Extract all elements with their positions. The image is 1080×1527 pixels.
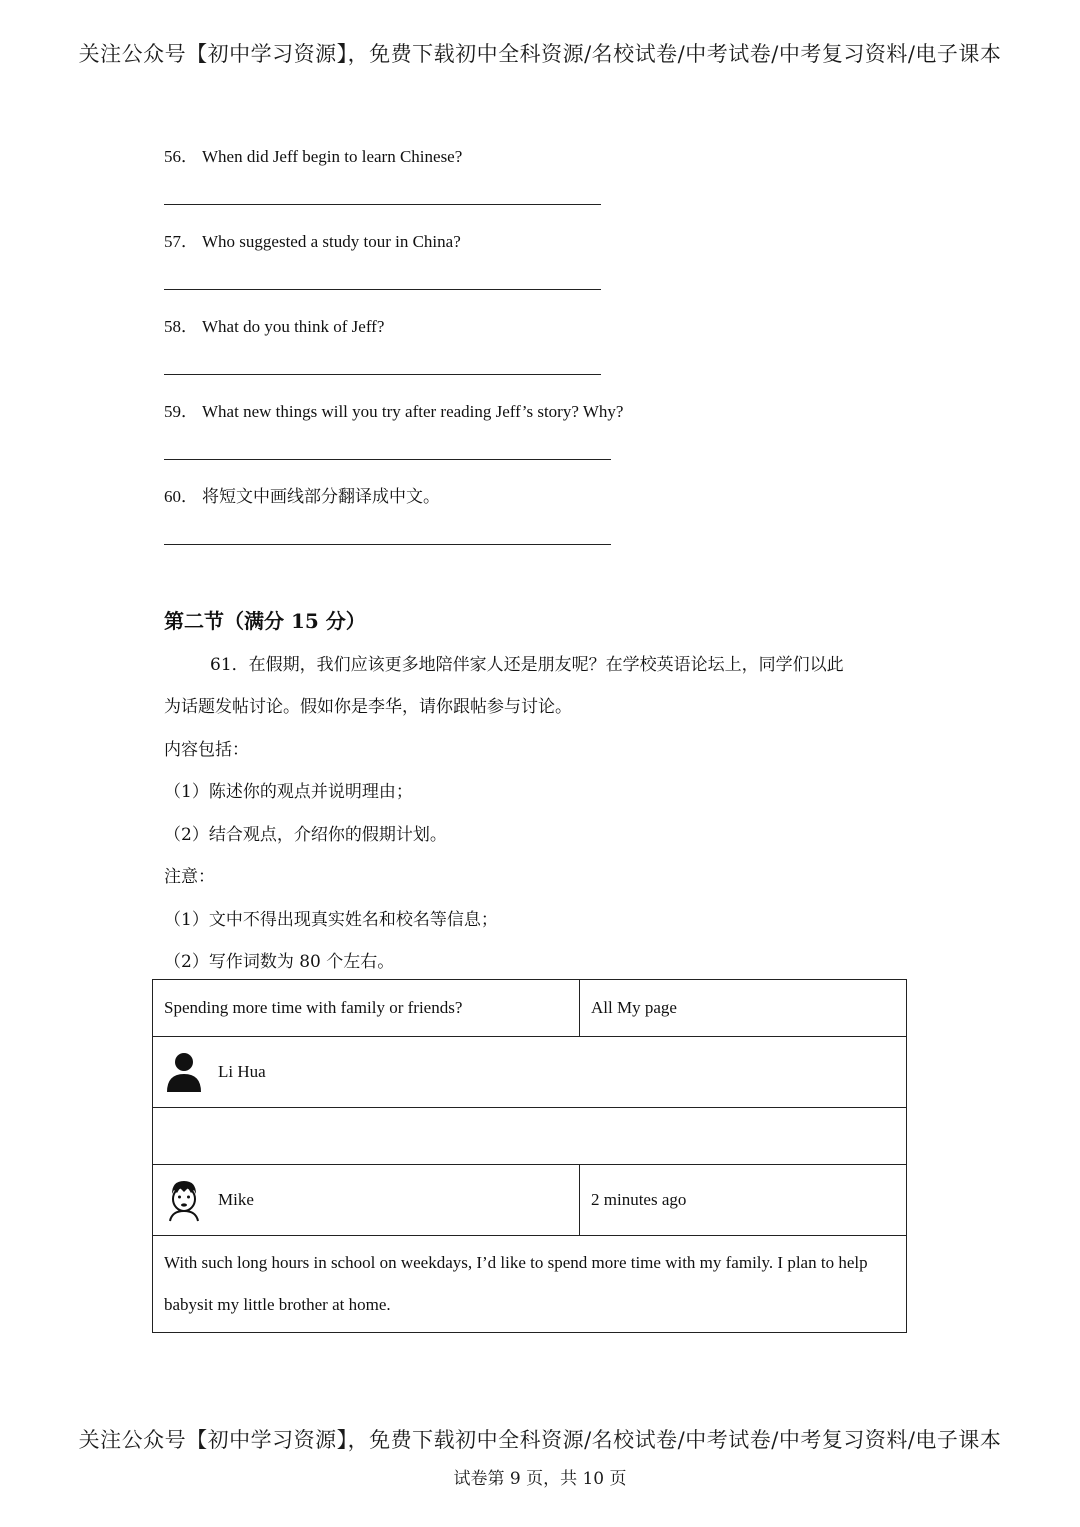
username: Mike bbox=[218, 1190, 254, 1209]
forum-table bbox=[152, 979, 907, 1333]
question-number: 59． bbox=[164, 402, 198, 421]
reply-input-area[interactable] bbox=[153, 1108, 907, 1165]
question-text: What new things will you try after reading Jeff’s story? Why? bbox=[202, 402, 624, 421]
question-number: 58． bbox=[164, 317, 198, 336]
question-56 bbox=[164, 142, 462, 167]
all-my-page-link[interactable]: All My page bbox=[580, 980, 907, 1037]
answer-line-59[interactable] bbox=[164, 459, 611, 460]
post-message: With such long hours in school on weekdays, I’d like to spend more time with my family. I plan to help babysit my little brother at home. bbox=[153, 1236, 907, 1333]
answer-line-60[interactable] bbox=[164, 544, 611, 545]
top-banner: 关注公众号【初中学习资源】，免费下载初中全科资源/名校试卷/中考试卷/中考复习资料/电子课本 bbox=[78, 42, 1002, 66]
question-57 bbox=[164, 227, 461, 252]
question-number: 56． bbox=[164, 147, 198, 166]
notice-item-1: （1）文中不得出现真实姓名和校名等信息； bbox=[164, 910, 498, 930]
question-59 bbox=[164, 397, 623, 422]
notice-label: 注意： bbox=[164, 867, 215, 887]
answer-line-57[interactable] bbox=[164, 289, 601, 290]
boy-face-icon bbox=[164, 1178, 204, 1222]
bottom-banner: 关注公众号【初中学习资源】，免费下载初中全科资源/名校试卷/中考试卷/中考复习资料/电子课本 bbox=[78, 1428, 1002, 1452]
username: Li Hua bbox=[218, 1062, 266, 1081]
question-58 bbox=[164, 312, 384, 337]
question-text: Who suggested a study tour in China? bbox=[202, 232, 461, 251]
user-row-mike bbox=[153, 1165, 580, 1236]
answer-line-56[interactable] bbox=[164, 204, 601, 205]
notice-item-2: （2）写作词数为 80 个左右。 bbox=[164, 952, 395, 972]
question-number: 57． bbox=[164, 232, 198, 251]
question-text: 将短文中画线部分翻译成中文。 bbox=[202, 487, 440, 506]
answer-line-58[interactable] bbox=[164, 374, 601, 375]
content-item-1: （1）陈述你的观点并说明理由； bbox=[164, 782, 413, 802]
content-label: 内容包括： bbox=[164, 740, 249, 760]
question-text: What do you think of Jeff? bbox=[202, 317, 385, 336]
user-row-li-hua bbox=[153, 1037, 907, 1108]
section-title: 第二节（满分 15 分） bbox=[164, 609, 366, 633]
question-number: 60． bbox=[164, 487, 198, 506]
page-footer: 试卷第 9 页，共 10 页 bbox=[453, 1469, 627, 1489]
person-silhouette-icon bbox=[164, 1050, 204, 1094]
content-item-2: （2）结合观点，介绍你的假期计划。 bbox=[164, 825, 447, 845]
question-60 bbox=[164, 482, 440, 507]
forum-topic[interactable]: Spending more time with family or friends? bbox=[153, 980, 580, 1037]
question-text: When did Jeff begin to learn Chinese? bbox=[202, 147, 463, 166]
post-time: 2 minutes ago bbox=[580, 1165, 907, 1236]
prompt-line-2: 为话题发帖讨论。假如你是李华，请你跟帖参与讨论。 bbox=[164, 697, 572, 717]
prompt-line-1: 61．在假期，我们应该更多地陪伴家人还是朋友呢？在学校英语论坛上，同学们以此 bbox=[210, 655, 844, 675]
